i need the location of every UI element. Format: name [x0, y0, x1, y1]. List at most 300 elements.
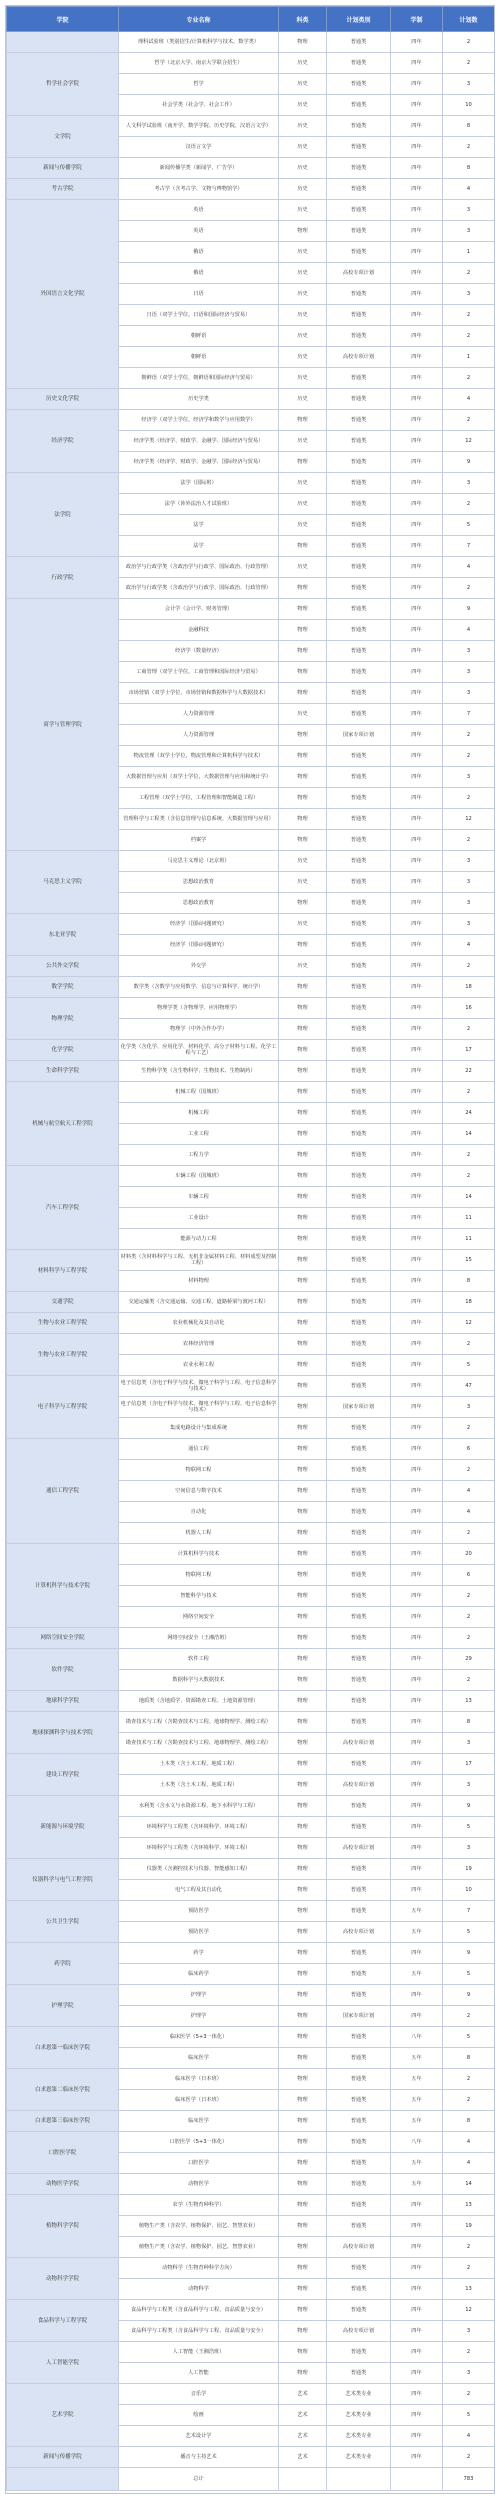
- major-cell: 网络空间安全: [119, 1607, 279, 1628]
- duration-cell: 四年: [391, 977, 443, 998]
- major-cell: 临床医学（日本班）: [119, 2090, 279, 2111]
- major-cell: 人文科学试验班（南开学、数学学院、历史学院、汉语言文学）: [119, 116, 279, 137]
- plan-type-cell: 艺术类专业: [327, 2426, 391, 2447]
- subject-cell: 历史: [279, 914, 327, 935]
- duration-cell: 四年: [391, 2384, 443, 2405]
- duration-cell: 四年: [391, 1019, 443, 1040]
- plan-count-cell: 5: [443, 2027, 495, 2048]
- plan-type-cell: 普通类: [327, 1439, 391, 1460]
- plan-type-cell: 普通类: [327, 641, 391, 662]
- major-cell: 动物科学（生物育种科学方向）: [119, 2258, 279, 2279]
- subject-cell: 物理: [279, 977, 327, 998]
- major-cell: 农业水利工程: [119, 1355, 279, 1376]
- plan-count-cell: 13: [443, 2195, 495, 2216]
- plan-type-cell: 普通类: [327, 2342, 391, 2363]
- subject-cell: 历史: [279, 263, 327, 284]
- plan-count-cell: 8: [443, 2111, 495, 2132]
- major-cell: 勘查技术与工程（含勘查技术与工程、地球物理学、测绘工程）: [119, 1712, 279, 1733]
- total-label: 总计: [119, 2468, 279, 2491]
- plan-count-cell: 2: [443, 494, 495, 515]
- plan-type-cell: 普通类: [327, 515, 391, 536]
- plan-type-cell: 普通类: [327, 242, 391, 263]
- plan-count-cell: 2: [443, 137, 495, 158]
- major-cell: 临床药学: [119, 1964, 279, 1985]
- major-cell: 农学（生物育种科学）: [119, 2195, 279, 2216]
- duration-cell: 四年: [391, 1082, 443, 1103]
- plan-count-cell: 2: [443, 2006, 495, 2027]
- major-cell: 管理科学与工程类（含信息管理与信息系统、大数据管理与应用）: [119, 809, 279, 830]
- plan-type-cell: 普通类: [327, 851, 391, 872]
- subject-cell: 物理: [279, 1481, 327, 1502]
- duration-cell: 四年: [391, 620, 443, 641]
- plan-type-cell: 普通类: [327, 536, 391, 557]
- duration-cell: 四年: [391, 788, 443, 809]
- duration-cell: 四年: [391, 1355, 443, 1376]
- major-cell: 日语: [119, 284, 279, 305]
- table-row: [7, 1712, 495, 1733]
- major-cell: 金融科技: [119, 620, 279, 641]
- plan-count-cell: 12: [443, 809, 495, 830]
- major-cell: 物联网工程: [119, 1565, 279, 1586]
- college-cell: 护理学院: [7, 1985, 119, 2027]
- plan-type-cell: 普通类: [327, 305, 391, 326]
- major-cell: 播音与主持艺术: [119, 2447, 279, 2468]
- table-row: [7, 914, 495, 935]
- duration-cell: 四年: [391, 1334, 443, 1355]
- subject-cell: 历史: [279, 284, 327, 305]
- table-row: [7, 2342, 495, 2363]
- plan-type-cell: 普通类: [327, 1670, 391, 1691]
- plan-count-cell: 9: [443, 1985, 495, 2006]
- plan-type-cell: 普通类: [327, 2111, 391, 2132]
- subject-cell: 艺术: [279, 2447, 327, 2468]
- duration-cell: 五年: [391, 2174, 443, 2195]
- college-cell: 计算机科学与技术学院: [7, 1544, 119, 1628]
- college-cell: 生命科学学院: [7, 1061, 119, 1082]
- major-cell: 预防医学: [119, 1922, 279, 1943]
- subject-cell: 历史: [279, 557, 327, 578]
- total-college-cell: [7, 2468, 119, 2491]
- major-cell: 口腔医学: [119, 2153, 279, 2174]
- major-cell: 地质类（含地质学、资源勘查工程、土地资源管理）: [119, 1691, 279, 1712]
- plan-type-cell: 普通类: [327, 788, 391, 809]
- plan-count-cell: 2: [443, 1628, 495, 1649]
- plan-type-cell: 普通类: [327, 389, 391, 410]
- college-cell: 动物医学学院: [7, 2174, 119, 2195]
- subject-cell: 历史: [279, 704, 327, 725]
- table-row: [7, 956, 495, 977]
- subject-cell: 物理: [279, 1964, 327, 1985]
- plan-type-cell: 普通类: [327, 1481, 391, 1502]
- duration-cell: 四年: [391, 32, 443, 53]
- plan-count-cell: 2: [443, 788, 495, 809]
- table-row: [7, 1313, 495, 1334]
- duration-cell: 四年: [391, 1103, 443, 1124]
- subject-cell: 物理: [279, 1229, 327, 1250]
- major-cell: 植物生产类（含农学、植物保护、园艺、智慧农业）: [119, 2216, 279, 2237]
- plan-count-cell: 8: [443, 116, 495, 137]
- plan-type-cell: 普通类: [327, 494, 391, 515]
- plan-type-cell: 高校专项计划: [327, 347, 391, 368]
- college-cell: 口腔医学院: [7, 2132, 119, 2174]
- duration-cell: 四年: [391, 1208, 443, 1229]
- plan-type-cell: 普通类: [327, 998, 391, 1019]
- major-cell: 音乐学: [119, 2384, 279, 2405]
- plan-type-cell: 普通类: [327, 1187, 391, 1208]
- plan-type-cell: 普通类: [327, 431, 391, 452]
- plan-type-cell: 普通类: [327, 809, 391, 830]
- subject-cell: 物理: [279, 1019, 327, 1040]
- major-cell: 会计学（会计学、财务管理）: [119, 599, 279, 620]
- table-row: [7, 1544, 495, 1565]
- subject-cell: 物理: [279, 2111, 327, 2132]
- major-cell: 物理学类（含物理学、应用物理学）: [119, 998, 279, 1019]
- plan-count-cell: 2: [443, 2342, 495, 2363]
- subject-cell: 物理: [279, 1124, 327, 1145]
- subject-cell: 物理: [279, 1754, 327, 1775]
- subject-cell: 物理: [279, 2216, 327, 2237]
- table-row: [7, 1943, 495, 1964]
- duration-cell: 四年: [391, 1754, 443, 1775]
- major-cell: 大数据管理与应用（双学士学位，大数据管理与应用和统计学）: [119, 767, 279, 788]
- college-cell: 动物科学学院: [7, 2258, 119, 2300]
- college-cell: 数学学院: [7, 977, 119, 998]
- subject-cell: 历史: [279, 137, 327, 158]
- duration-cell: 四年: [391, 1523, 443, 1544]
- subject-cell: 物理: [279, 1733, 327, 1754]
- subject-cell: 物理: [279, 2069, 327, 2090]
- table-row: [7, 1901, 495, 1922]
- major-cell: 材料类（含材料科学与工程、无机非金属材料工程、材料成型及控制工程）: [119, 1250, 279, 1271]
- subject-cell: 物理: [279, 1103, 327, 1124]
- subject-cell: 物理: [279, 1775, 327, 1796]
- subject-cell: 物理: [279, 2048, 327, 2069]
- plan-type-cell: 普通类: [327, 452, 391, 473]
- plan-type-cell: 普通类: [327, 662, 391, 683]
- subject-cell: 物理: [279, 2237, 327, 2258]
- plan-count-cell: 17: [443, 1040, 495, 1061]
- header-plan-type: 计划类别: [327, 7, 391, 32]
- plan-type-cell: 普通类: [327, 32, 391, 53]
- plan-count-cell: 2: [443, 1082, 495, 1103]
- duration-cell: 四年: [391, 1166, 443, 1187]
- major-cell: 朝鲜语（双学士学位，朝鲜语和国际经济与贸易）: [119, 368, 279, 389]
- subject-cell: 历史: [279, 74, 327, 95]
- major-cell: 日语（双学士学位，日语和国际经济与贸易）: [119, 305, 279, 326]
- duration-cell: 四年: [391, 1649, 443, 1670]
- plan-type-cell: 普通类: [327, 557, 391, 578]
- plan-count-cell: 47: [443, 1376, 495, 1397]
- major-cell: 英语: [119, 200, 279, 221]
- subject-cell: 物理: [279, 809, 327, 830]
- major-cell: 物联网工程: [119, 1460, 279, 1481]
- subject-cell: 物理: [279, 536, 327, 557]
- subject-cell: 物理: [279, 2258, 327, 2279]
- duration-cell: 五年: [391, 1901, 443, 1922]
- major-cell: 工程管理（双学士学位，工程管理和智能制造工程）: [119, 788, 279, 809]
- college-cell: 经济学院: [7, 410, 119, 473]
- major-cell: 口腔医学（5+3一体化）: [119, 2132, 279, 2153]
- duration-cell: 四年: [391, 1040, 443, 1061]
- plan-type-cell: 高校专项计划: [327, 1922, 391, 1943]
- table-row: [7, 1439, 495, 1460]
- plan-type-cell: 普通类: [327, 410, 391, 431]
- plan-count-cell: 1: [443, 347, 495, 368]
- duration-cell: 五年: [391, 2153, 443, 2174]
- plan-type-cell: 普通类: [327, 158, 391, 179]
- subject-cell: 物理: [279, 2363, 327, 2384]
- duration-cell: 四年: [391, 53, 443, 74]
- plan-type-cell: 普通类: [327, 935, 391, 956]
- plan-type-cell: 普通类: [327, 284, 391, 305]
- duration-cell: 四年: [391, 2006, 443, 2027]
- plan-count-cell: 3: [443, 1775, 495, 1796]
- total-empty-cell: [391, 2468, 443, 2491]
- major-cell: 政治学与行政学类（含政治学与行政学、国际政治、行政管理）: [119, 557, 279, 578]
- plan-type-cell: 普通类: [327, 872, 391, 893]
- college-cell: 物理学院: [7, 998, 119, 1040]
- duration-cell: 四年: [391, 1187, 443, 1208]
- plan-type-cell: 普通类: [327, 1607, 391, 1628]
- duration-cell: 四年: [391, 95, 443, 116]
- subject-cell: 物理: [279, 2132, 327, 2153]
- table-row: [7, 200, 495, 221]
- table-row: [7, 2384, 495, 2405]
- total-row: [7, 2468, 495, 2491]
- subject-cell: 历史: [279, 242, 327, 263]
- plan-type-cell: 普通类: [327, 1082, 391, 1103]
- plan-type-cell: 普通类: [327, 1628, 391, 1649]
- subject-cell: 物理: [279, 1502, 327, 1523]
- plan-count-cell: 2: [443, 1607, 495, 1628]
- duration-cell: 四年: [391, 2258, 443, 2279]
- college-cell: 交通学院: [7, 1292, 119, 1313]
- plan-count-cell: 14: [443, 1187, 495, 1208]
- college-cell: 白求恩第二临床医学院: [7, 2069, 119, 2111]
- duration-cell: 四年: [391, 2363, 443, 2384]
- duration-cell: 四年: [391, 1145, 443, 1166]
- major-cell: 经济学（双学士学位，经济学和数学与应用数学）: [119, 410, 279, 431]
- subject-cell: 物理: [279, 1292, 327, 1313]
- plan-count-cell: 2: [443, 326, 495, 347]
- subject-cell: 艺术: [279, 2384, 327, 2405]
- duration-cell: 四年: [391, 536, 443, 557]
- subject-cell: 物理: [279, 1208, 327, 1229]
- plan-type-cell: 普通类: [327, 2279, 391, 2300]
- duration-cell: 四年: [391, 242, 443, 263]
- subject-cell: 物理: [279, 1040, 327, 1061]
- plan-type-cell: 普通类: [327, 1859, 391, 1880]
- major-cell: 护理学: [119, 1985, 279, 2006]
- plan-count-cell: 8: [443, 2048, 495, 2069]
- plan-type-cell: 普通类: [327, 116, 391, 137]
- table-row: [7, 1292, 495, 1313]
- major-cell: 食品科学与工程类（含食品科学与工程、食品质量与安全）: [119, 2300, 279, 2321]
- plan-type-cell: 普通类: [327, 1166, 391, 1187]
- plan-type-cell: 普通类: [327, 1964, 391, 1985]
- table-row: [7, 410, 495, 431]
- duration-cell: 四年: [391, 284, 443, 305]
- subject-cell: 物理: [279, 1859, 327, 1880]
- major-cell: 外交学: [119, 956, 279, 977]
- plan-count-cell: 2: [443, 2447, 495, 2468]
- subject-cell: 历史: [279, 200, 327, 221]
- plan-count-cell: 4: [443, 2426, 495, 2447]
- table-row: [7, 389, 495, 410]
- plan-type-cell: 普通类: [327, 977, 391, 998]
- college-cell: [7, 32, 119, 53]
- college-cell: 外国语言文化学院: [7, 200, 119, 389]
- plan-type-cell: 普通类: [327, 1691, 391, 1712]
- major-cell: 智能科学与技术: [119, 1586, 279, 1607]
- plan-type-cell: 普通类: [327, 2132, 391, 2153]
- plan-count-cell: 5: [443, 1817, 495, 1838]
- plan-type-cell: 高校专项计划: [327, 2237, 391, 2258]
- plan-count-cell: 13: [443, 2279, 495, 2300]
- plan-count-cell: 11: [443, 1208, 495, 1229]
- plan-count-cell: 16: [443, 998, 495, 1019]
- table-row: [7, 2300, 495, 2321]
- subject-cell: 历史: [279, 347, 327, 368]
- plan-type-cell: 普通类: [327, 137, 391, 158]
- college-cell: 通信工程学院: [7, 1439, 119, 1544]
- subject-cell: 物理: [279, 683, 327, 704]
- plan-type-cell: 普通类: [327, 2153, 391, 2174]
- college-cell: 新能源与环境学院: [7, 1796, 119, 1859]
- plan-count-cell: 2: [443, 1460, 495, 1481]
- duration-cell: 四年: [391, 998, 443, 1019]
- plan-count-cell: 3: [443, 473, 495, 494]
- subject-cell: 物理: [279, 1922, 327, 1943]
- major-cell: 艺术设计学: [119, 2426, 279, 2447]
- duration-cell: 四年: [391, 1271, 443, 1292]
- plan-count-cell: 4: [443, 2132, 495, 2153]
- plan-count-cell: 3: [443, 893, 495, 914]
- subject-cell: 物理: [279, 620, 327, 641]
- plan-count-cell: 2: [443, 1418, 495, 1439]
- plan-count-cell: 2: [443, 368, 495, 389]
- major-cell: 临床医学: [119, 2111, 279, 2132]
- plan-type-cell: 普通类: [327, 1229, 391, 1250]
- plan-type-cell: 高校专项计划: [327, 1775, 391, 1796]
- plan-type-cell: 国家专项计划: [327, 2006, 391, 2027]
- major-cell: 社会学类（社会学、社会工作）: [119, 95, 279, 116]
- major-cell: 车辆工程（国城班）: [119, 1166, 279, 1187]
- major-cell: 电气工程及其自动化: [119, 1880, 279, 1901]
- plan-count-cell: 5: [443, 1964, 495, 1985]
- plan-count-cell: 2: [443, 746, 495, 767]
- plan-count-cell: 13: [443, 1691, 495, 1712]
- plan-type-cell: 普通类: [327, 2069, 391, 2090]
- major-cell: 经济学类（经济学、财政学、金融学、国际经济与贸易）: [119, 431, 279, 452]
- plan-count-cell: 19: [443, 1859, 495, 1880]
- duration-cell: 四年: [391, 1859, 443, 1880]
- plan-type-cell: 国家专项计划: [327, 725, 391, 746]
- major-cell: 环境科学与工程类（含环境科学、环境工程）: [119, 1817, 279, 1838]
- plan-type-cell: 普通类: [327, 1313, 391, 1334]
- plan-type-cell: 艺术类专业: [327, 2405, 391, 2426]
- major-cell: 工程力学: [119, 1145, 279, 1166]
- header-subject: 科类: [279, 7, 327, 32]
- major-cell: 理科试验班（类别招生/计算机科学与技术、数学类）: [119, 32, 279, 53]
- plan-type-cell: 普通类: [327, 1145, 391, 1166]
- major-cell: 空间信息与数字技术: [119, 1481, 279, 1502]
- duration-cell: 四年: [391, 2405, 443, 2426]
- major-cell: 通信工程: [119, 1439, 279, 1460]
- subject-cell: 物理: [279, 1586, 327, 1607]
- plan-count-cell: 3: [443, 74, 495, 95]
- major-cell: 人工智能: [119, 2363, 279, 2384]
- major-cell: 药学: [119, 1943, 279, 1964]
- subject-cell: 物理: [279, 1796, 327, 1817]
- duration-cell: 四年: [391, 1733, 443, 1754]
- duration-cell: 四年: [391, 2279, 443, 2300]
- table-row: [7, 1376, 495, 1397]
- duration-cell: 四年: [391, 935, 443, 956]
- duration-cell: 四年: [391, 893, 443, 914]
- college-cell: 历史文化学院: [7, 389, 119, 410]
- subject-cell: 物理: [279, 662, 327, 683]
- plan-count-cell: 3: [443, 284, 495, 305]
- college-cell: 法学院: [7, 473, 119, 557]
- total-empty-cell: [279, 2468, 327, 2491]
- major-cell: 临床医学: [119, 2048, 279, 2069]
- major-cell: 仪器类（含测控技术与仪器、智能感知工程）: [119, 1859, 279, 1880]
- duration-cell: 四年: [391, 830, 443, 851]
- college-cell: 白求恩第一临床医学院: [7, 2027, 119, 2069]
- plan-count-cell: 3: [443, 914, 495, 935]
- subject-cell: 艺术: [279, 2426, 327, 2447]
- college-cell: 生物与农业工程学院: [7, 1313, 119, 1334]
- college-cell: 艺术学院: [7, 2384, 119, 2447]
- plan-count-cell: 3: [443, 2363, 495, 2384]
- college-cell: 生物与农业工程学院: [7, 1334, 119, 1376]
- duration-cell: 四年: [391, 1796, 443, 1817]
- plan-count-cell: 3: [443, 683, 495, 704]
- plan-type-cell: 普通类: [327, 1040, 391, 1061]
- subject-cell: 物理: [279, 2174, 327, 2195]
- duration-cell: 四年: [391, 431, 443, 452]
- plan-count-cell: 3: [443, 200, 495, 221]
- major-cell: 土木类（含土木工程、地质工程）: [119, 1754, 279, 1775]
- duration-cell: 四年: [391, 1061, 443, 1082]
- subject-cell: 历史: [279, 179, 327, 200]
- plan-count-cell: 4: [443, 2153, 495, 2174]
- plan-type-cell: 普通类: [327, 53, 391, 74]
- table-body: [7, 32, 495, 2491]
- subject-cell: 物理: [279, 1817, 327, 1838]
- major-cell: 历史学类: [119, 389, 279, 410]
- subject-cell: 物理: [279, 599, 327, 620]
- college-cell: 文学院: [7, 116, 119, 158]
- subject-cell: 历史: [279, 95, 327, 116]
- table-row: [7, 2447, 495, 2468]
- major-cell: 集成电路设计与集成系统: [119, 1418, 279, 1439]
- plan-type-cell: 普通类: [327, 1019, 391, 1040]
- subject-cell: 物理: [279, 1880, 327, 1901]
- table-row: [7, 1166, 495, 1187]
- college-cell: 仪器科学与电气工程学院: [7, 1859, 119, 1901]
- subject-cell: 物理: [279, 1313, 327, 1334]
- duration-cell: 四年: [391, 1292, 443, 1313]
- plan-type-cell: 普通类: [327, 1796, 391, 1817]
- duration-cell: 四年: [391, 767, 443, 788]
- plan-count-cell: 9: [443, 452, 495, 473]
- plan-type-cell: 普通类: [327, 1649, 391, 1670]
- duration-cell: 四年: [391, 1502, 443, 1523]
- subject-cell: 物理: [279, 1082, 327, 1103]
- plan-count-cell: 3: [443, 1397, 495, 1418]
